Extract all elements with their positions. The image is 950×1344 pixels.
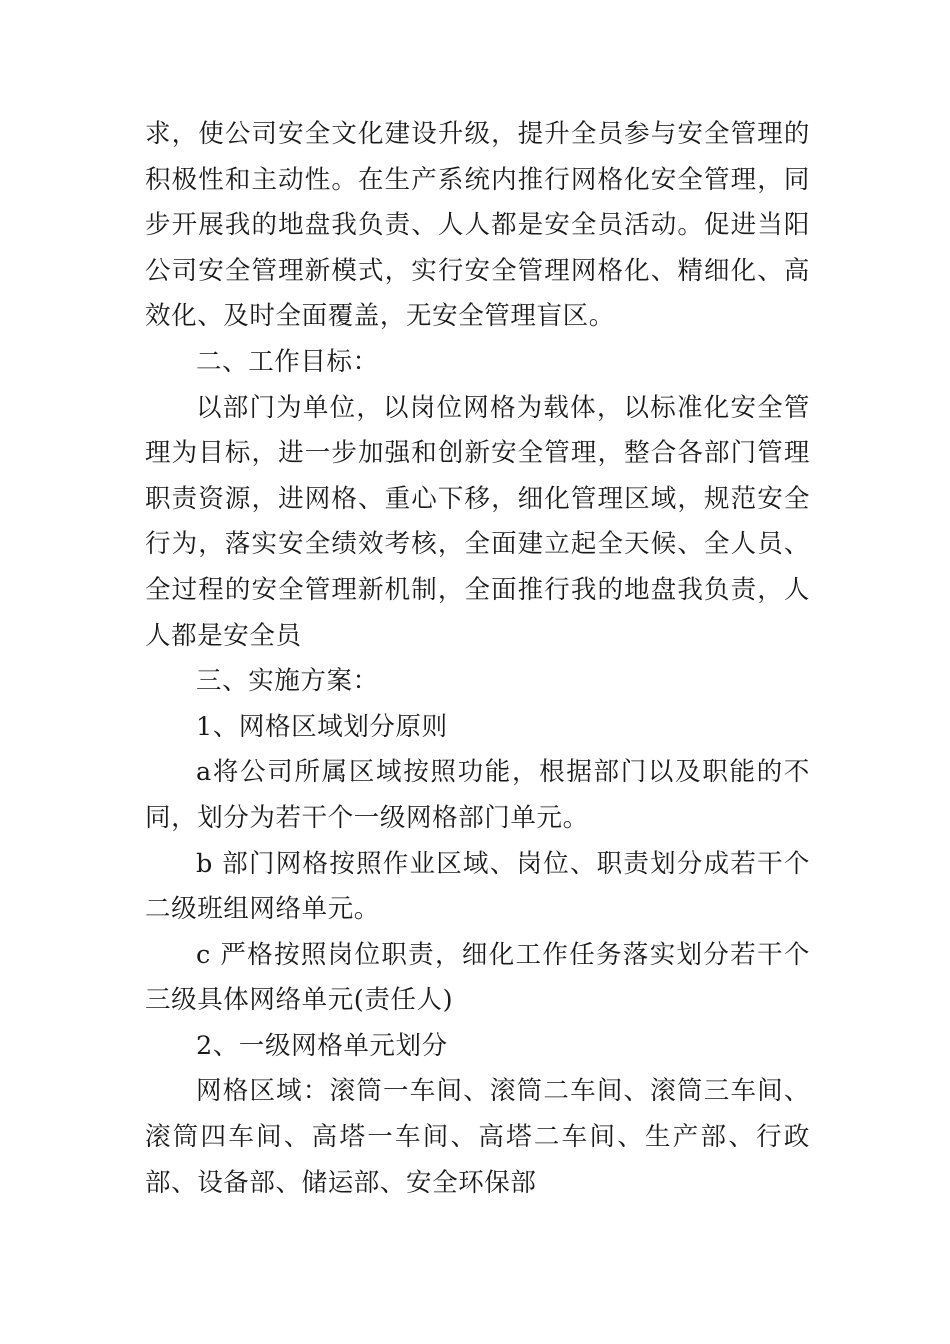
paragraph-intro-continuation: 求，使公司安全文化建设升级，提升全员参与安全管理的积极性和主动性。在生产系统内推行网格化安全管理，同步开展我的地盘我负责、人人都是安全员活动。促进当阳公司安全管理新模式，实行安全管理网格化、精细化、高效化、及时全面覆盖，无安全管理盲区。 — [145, 119, 810, 332]
heading-work-goals: 二、工作目标： — [196, 346, 379, 377]
list-item-c: c 严格按照岗位职责，细化工作任务落实划分若干个三级具体网络单元(责任人) — [145, 939, 810, 1016]
heading-implementation-plan: 三、实施方案： — [196, 666, 379, 697]
list-item-b: b 部门网格按照作业区域、岗位、职责划分成若干个二级班组网络单元。 — [145, 848, 810, 925]
list-item-a: a将公司所属区域按照功能，根据部门以及职能的不同，划分为若干个一级网格部门单元。 — [145, 757, 810, 833]
paragraph-grid-areas: 网格区域：滚筒一车间、滚筒二车间、滚筒三车间、滚筒四车间、高塔一车间、高塔二车间、生产部、行政部、设备部、储运部、安全环保部 — [145, 1076, 810, 1198]
paragraph-work-goals: 以部门为单位，以岗位网格为载体，以标准化安全管理为目标，进一步加强和创新安全管理，整合各部门管理职责资源，进网格、重心下移，细化管理区域，规范安全行为，落实安全绩效考核，全面建立起全天候、全人员、全过程的安全管理新机制，全面推行我的地盘我负责，人人都是安全员 — [145, 392, 810, 651]
subheading-grid-division-principle: 1、网格区域划分原则 — [196, 711, 448, 742]
subheading-level-one-grid: 2、一级网格单元划分 — [196, 1030, 448, 1061]
document-body — [145, 112, 810, 1206]
